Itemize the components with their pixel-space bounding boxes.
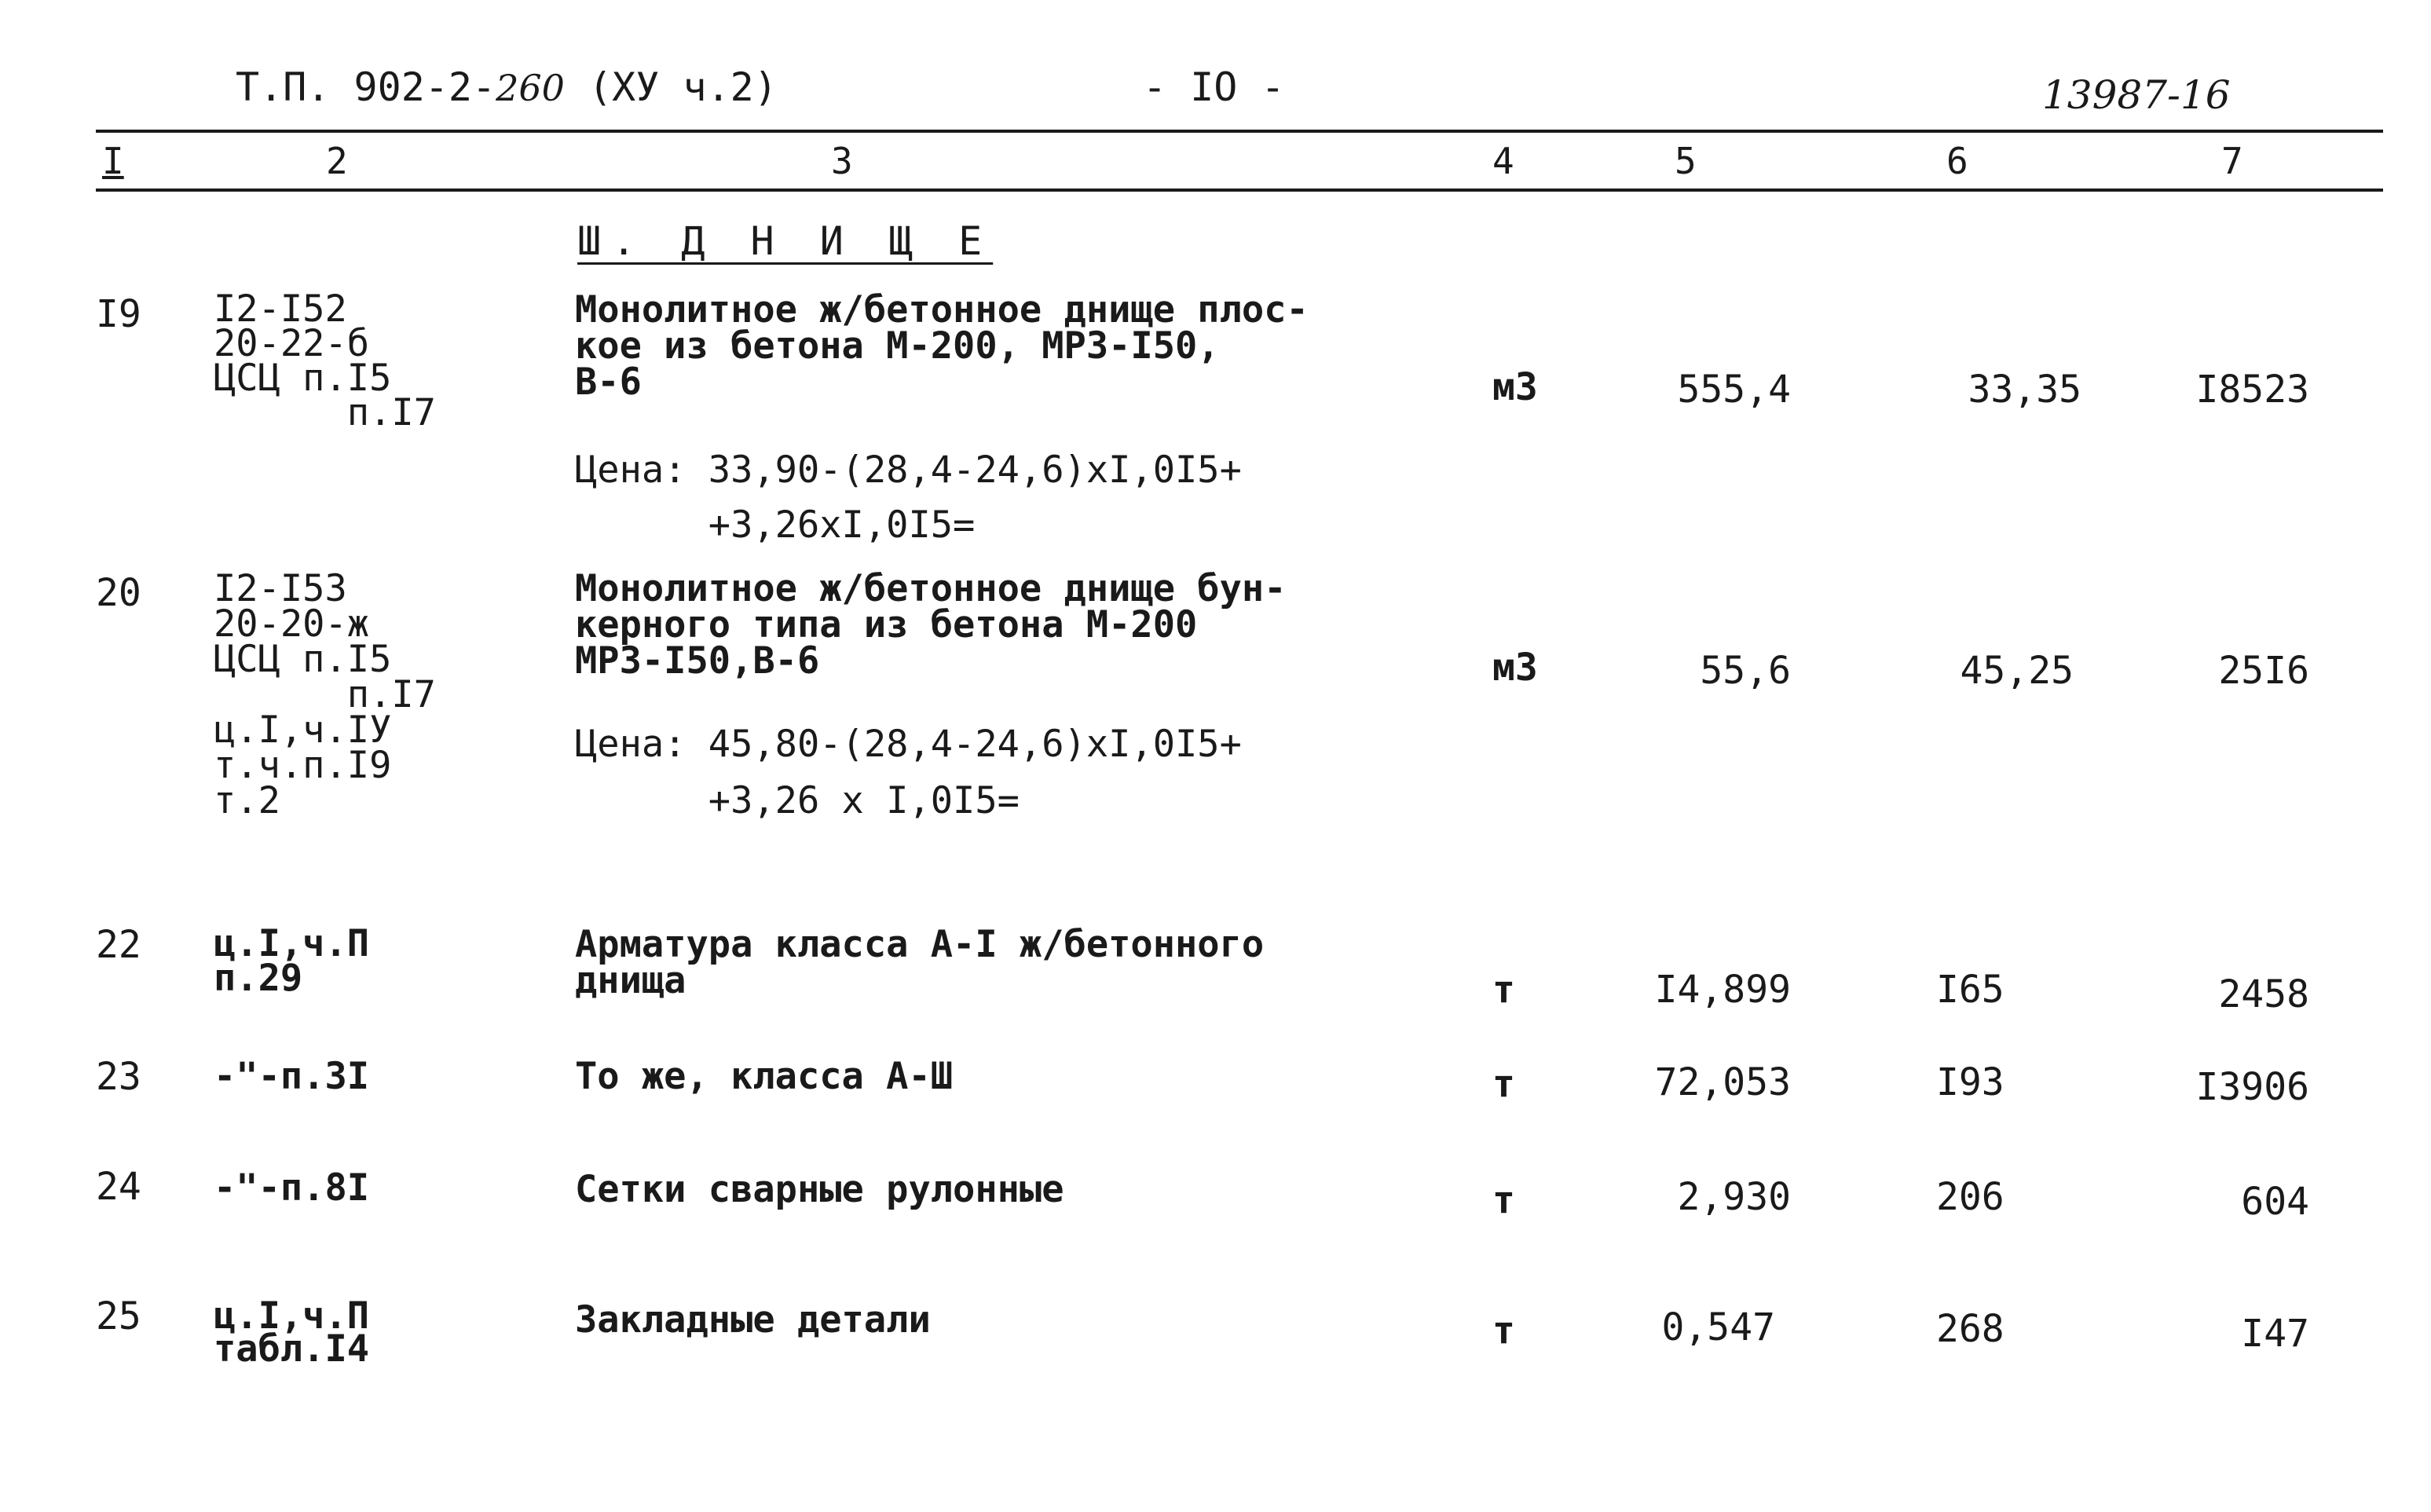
column-header-7: 7 xyxy=(2221,140,2243,182)
row-total: I3906 xyxy=(2195,1065,2309,1109)
row-number: 24 xyxy=(96,1165,141,1209)
column-header-2: 2 xyxy=(326,140,348,182)
row-description: Арматура класса А-I ж/бетонного днища xyxy=(575,923,1265,1002)
row-total: I8523 xyxy=(2195,368,2309,412)
row-quantity: 555,4 xyxy=(1677,368,1791,412)
row-total: 25I6 xyxy=(2218,649,2309,693)
row-number: I9 xyxy=(96,292,141,336)
row-price-formula: Цена: 45,80-(28,4-24,6)хI,0I5+ +3,26 х I,0I5= xyxy=(575,723,1242,822)
column-header-6: 6 xyxy=(1946,140,1968,182)
row-description: Закладные детали xyxy=(575,1298,931,1342)
row-number: 22 xyxy=(96,923,141,967)
column-header-3: 3 xyxy=(831,140,853,182)
row-unit: т xyxy=(1492,1062,1515,1106)
row-description: Монолитное ж/бетонное днище плос- кое из бетона М-200, МРЗ-I50, В-6 xyxy=(575,288,1309,404)
archive-number: 13987-16 xyxy=(2042,72,2231,118)
column-header-1: I xyxy=(102,140,124,182)
row-quantity: 55,6 xyxy=(1700,649,1791,693)
row-quantity: 72,053 xyxy=(1654,1060,1791,1104)
row-price: 45,25 xyxy=(1960,649,2074,693)
row-description: То же, класса А-Ш xyxy=(575,1055,954,1098)
top-rule xyxy=(96,130,2383,133)
row-description: Монолитное ж/бетонное днище бун- керного типа из бетона М-200 МРЗ-I50,В-6 xyxy=(575,567,1287,683)
doc-code-prefix: Т.П. 902-2- xyxy=(236,64,496,110)
row-quantity: I4,899 xyxy=(1654,968,1791,1012)
column-header-5: 5 xyxy=(1675,140,1697,182)
row-description: Сетки сварные рулонные xyxy=(575,1168,1064,1211)
row-price: 206 xyxy=(1936,1175,2004,1219)
row-price: 268 xyxy=(1936,1307,2004,1351)
doc-code-suffix: (ХУ ч.2) xyxy=(588,64,778,110)
row-unit: т xyxy=(1492,1309,1515,1353)
row-reference: ц.I,ч.П п.29 xyxy=(214,922,370,1000)
row-reference: I2-I53 20-20-ж ЦСЦ п.I5 п.I7 ц.I,ч.IУ т.ч.п.I9 т.2 xyxy=(214,567,436,822)
doc-code xyxy=(236,64,778,110)
row-quantity: 2,930 xyxy=(1677,1175,1791,1219)
row-reference: ц.I,ч.П табл.I4 xyxy=(214,1294,370,1371)
row-number: 25 xyxy=(96,1294,141,1338)
row-number: 23 xyxy=(96,1055,141,1099)
row-total: 2458 xyxy=(2218,972,2309,1016)
section-title: Ш. Д Н И Щ Е xyxy=(577,218,994,264)
column-header-rule xyxy=(96,189,2383,192)
row-reference: -"-п.3I xyxy=(214,1055,370,1098)
row-price: 33,35 xyxy=(1968,368,2081,412)
row-unit: м3 xyxy=(1492,365,1538,409)
column-header-4: 4 xyxy=(1492,140,1514,182)
page-number: - IO - xyxy=(1143,64,1285,110)
row-reference: -"-п.8I xyxy=(214,1166,370,1210)
doc-code-handwritten: 260 xyxy=(496,67,565,109)
row-reference: I2-I52 20-22-б ЦСЦ п.I5 п.I7 xyxy=(214,287,436,434)
row-unit: т xyxy=(1492,1178,1515,1222)
row-price-formula: Цена: 33,90-(28,4-24,6)хI,0I5+ +3,26хI,0I5= xyxy=(575,448,1242,547)
row-total: I47 xyxy=(2241,1312,2309,1356)
row-price: I93 xyxy=(1936,1060,2004,1104)
row-number: 20 xyxy=(96,571,141,615)
row-quantity: 0,547 xyxy=(1661,1305,1775,1349)
row-unit: м3 xyxy=(1492,646,1538,690)
row-unit: т xyxy=(1492,968,1515,1012)
row-price: I65 xyxy=(1936,968,2004,1012)
row-total: 604 xyxy=(2241,1180,2309,1224)
